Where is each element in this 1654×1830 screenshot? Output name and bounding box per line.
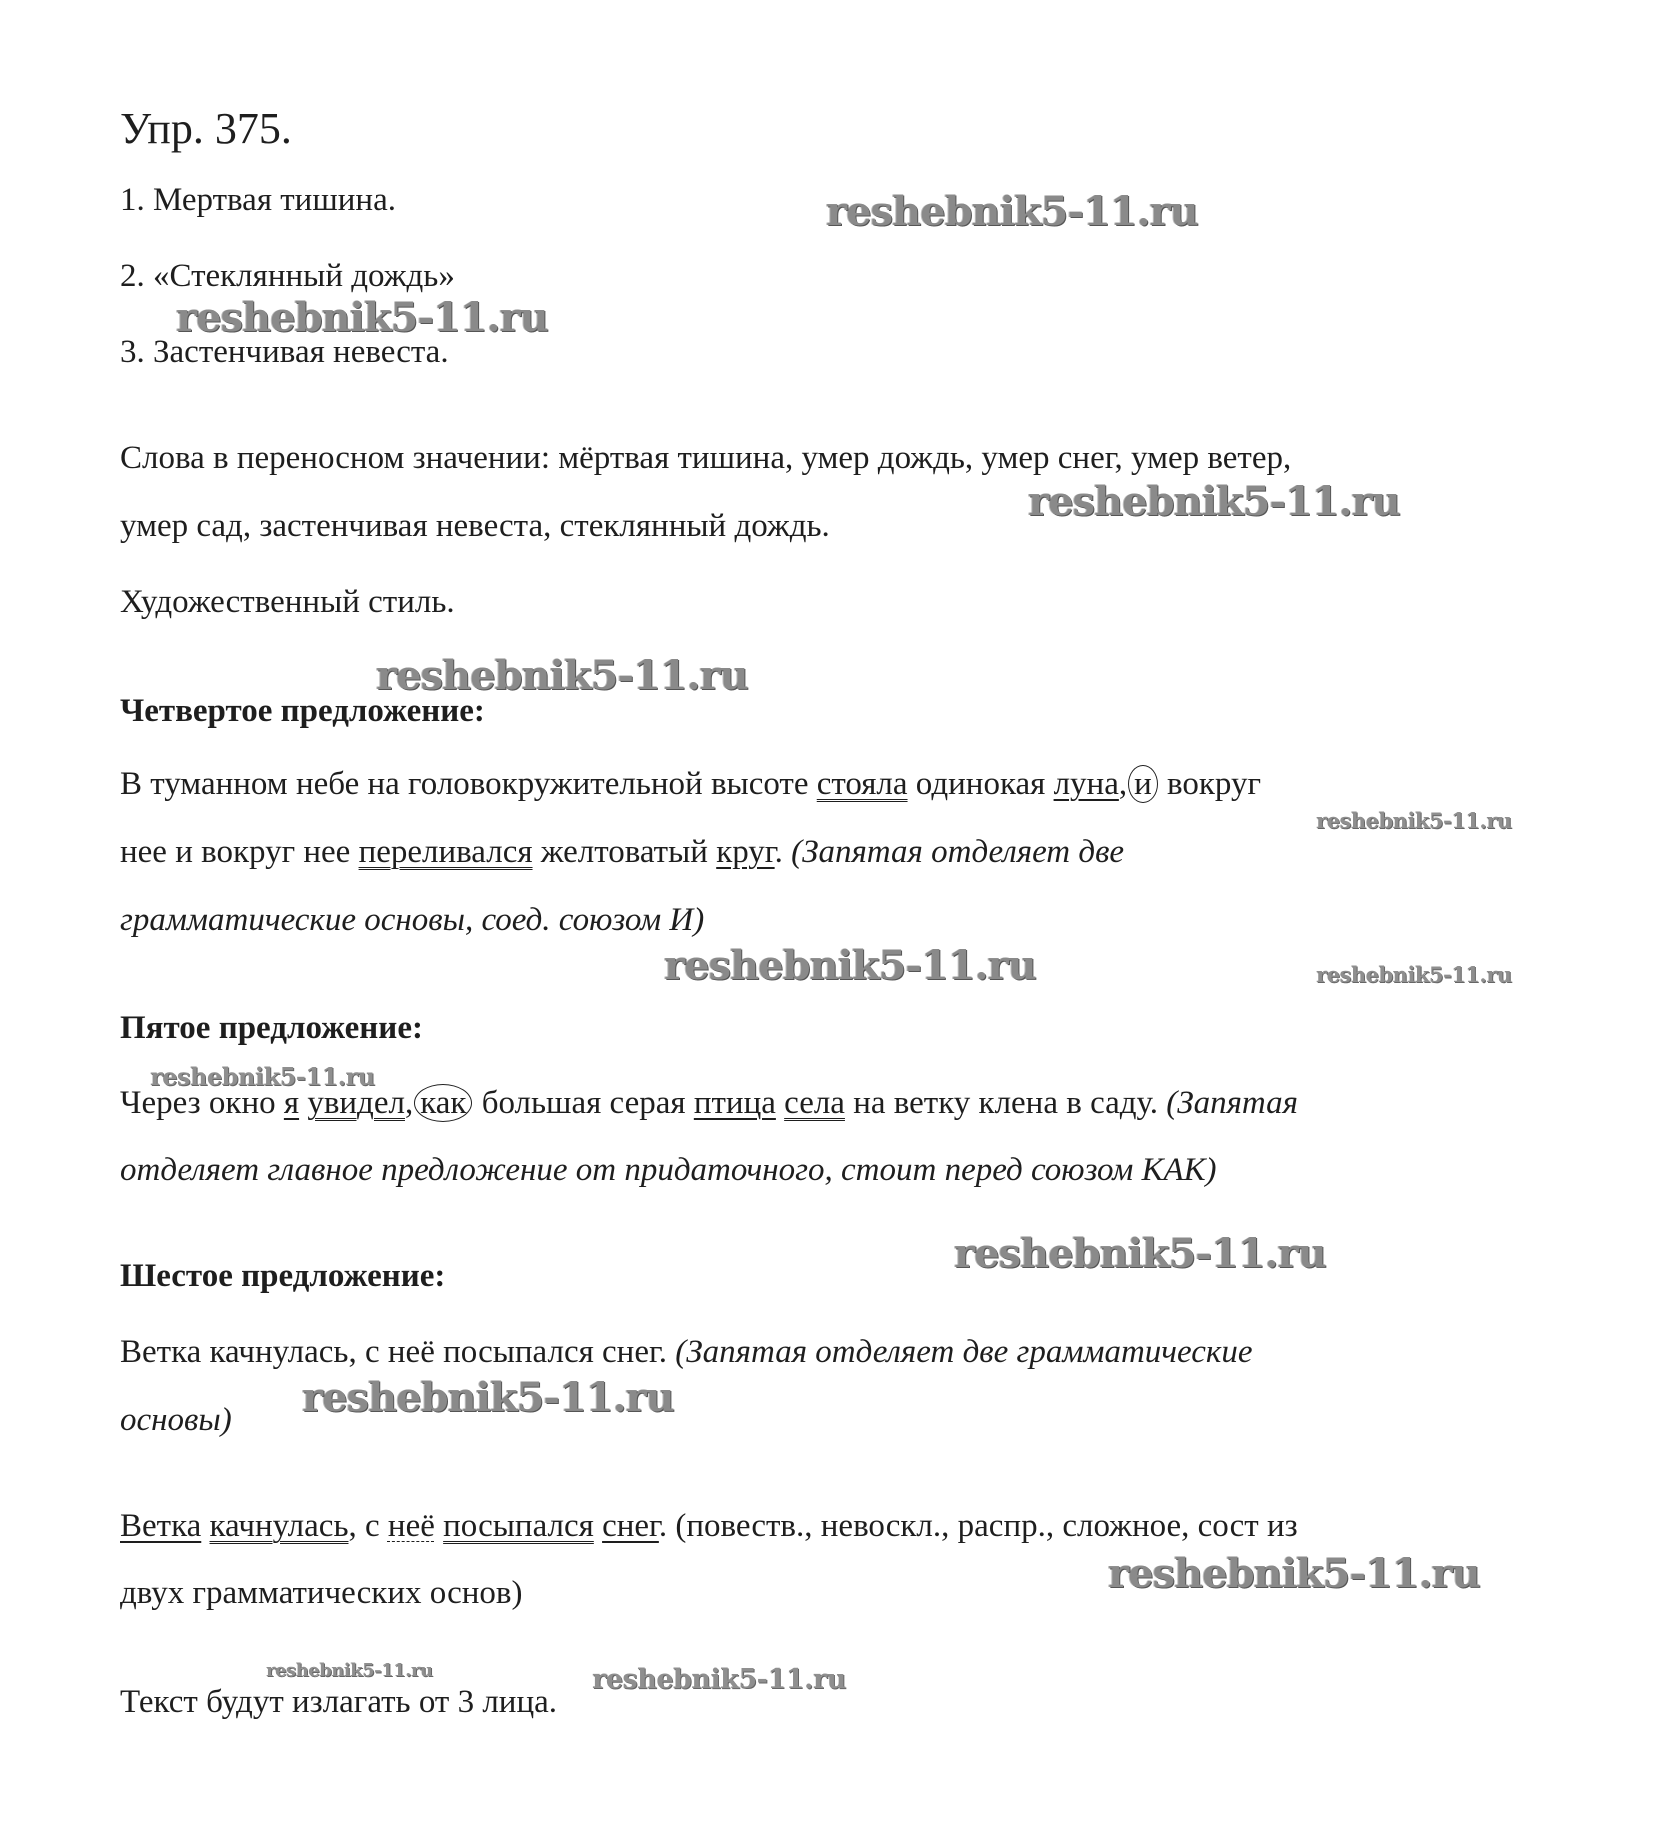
list-item-1: 1. Мертвая тишина. [120, 182, 396, 218]
watermark: reshebnik5-11.ru [1316, 962, 1512, 987]
s6-line-1 [120, 1332, 1253, 1372]
figurative-line-2: умер сад, застенчивая невеста, стеклянный дождь. [120, 508, 830, 544]
s5-predicate-2: села [784, 1085, 845, 1121]
figurative-line-1: Слова в переносном значении: мёртвая тишина, умер дождь, умер снег, умер ветер, [120, 440, 1292, 476]
s5-subject-2: птица [693, 1085, 776, 1121]
s4-text: . [774, 834, 792, 870]
watermark: reshebnik5-11.ru [1028, 478, 1400, 525]
s4-conjunction-circled: и [1128, 765, 1158, 803]
s4-predicate-2: переливался [358, 834, 533, 870]
s4-subject-1: луна [1053, 766, 1119, 802]
list-item-3: 3. Застенчивая невеста. [120, 334, 449, 370]
analysis-line-2: двух грамматических основ) [120, 1575, 523, 1611]
s5-text: большая серая [473, 1085, 694, 1121]
style-line: Художественный стиль. [120, 584, 455, 620]
s4-note-line-3: грамматические основы, соед. союзом И) [120, 902, 705, 938]
s4-predicate-1: стояла [816, 766, 908, 802]
analysis-predicate-1: качнулась [209, 1508, 349, 1544]
s4-text: вокруг [1158, 766, 1262, 802]
s5-predicate-1: увидел [307, 1085, 405, 1121]
s6-heading: Шестое предложение: [120, 1258, 446, 1294]
list-item-2: 2. «Стеклянный дождь» [120, 258, 455, 294]
s6-note: (Запятая отделяет две грамматические [675, 1334, 1253, 1370]
watermark: reshebnik5-11.ru [1316, 808, 1512, 833]
s4-text: одинокая [907, 766, 1054, 802]
watermark: reshebnik5-11.ru [826, 188, 1198, 235]
watermark: reshebnik5-11.ru [176, 294, 548, 341]
watermark: reshebnik5-11.ru [954, 1230, 1326, 1277]
s5-note-line-2: отделяет главное предложение от придаточного, стоит перед союзом КАК) [120, 1152, 1217, 1188]
s5-heading: Пятое предложение: [120, 1010, 423, 1046]
watermark: reshebnik5-11.ru [664, 942, 1036, 989]
analysis-text: , с [348, 1508, 388, 1544]
s5-text: Через окно [120, 1085, 284, 1121]
analysis-line-1 [120, 1506, 1298, 1546]
s6-text: Ветка качнулась, с неё посыпался снег. [120, 1334, 676, 1370]
s4-line-2 [120, 832, 1124, 872]
s5-subject-1: я [283, 1085, 300, 1121]
analysis-space [435, 1508, 443, 1544]
watermark: reshebnik5-11.ru [1108, 1550, 1480, 1597]
s4-text: нее и вокруг нее [120, 834, 359, 870]
final-line: Текст будут излагать от 3 лица. [120, 1684, 558, 1720]
analysis-subject-2: снег [602, 1508, 659, 1544]
s5-comma: , [404, 1085, 414, 1121]
exercise-title: Упр. 375. [120, 104, 292, 153]
watermark: reshebnik5-11.ru [376, 652, 748, 699]
analysis-object: неё [387, 1508, 435, 1544]
s4-text: В туманном небе на головокружительной высоте [120, 766, 817, 802]
s5-conjunction-circled: как [414, 1084, 472, 1122]
s5-space [776, 1085, 784, 1121]
s6-note-line-2: основы) [120, 1402, 232, 1438]
s4-comma: , [1118, 766, 1128, 802]
s4-note: (Запятая отделяет две [791, 834, 1125, 870]
s5-note: (Запятая [1166, 1085, 1299, 1121]
watermark: reshebnik5-11.ru [266, 1660, 433, 1681]
s4-heading: Четвертое предложение: [120, 693, 485, 729]
watermark: reshebnik5-11.ru [592, 1664, 846, 1695]
analysis-text: . (повеств., невоскл., распр., сложное, сост из [658, 1508, 1298, 1544]
watermark: reshebnik5-11.ru [150, 1062, 375, 1091]
analysis-space [201, 1508, 209, 1544]
analysis-predicate-2: посыпался [443, 1508, 594, 1544]
s5-text: на ветку клена в саду. [844, 1085, 1167, 1121]
s4-text: желтоватый [532, 834, 717, 870]
analysis-subject-1: Ветка [120, 1508, 202, 1544]
s4-subject-2: круг [716, 834, 775, 870]
s4-line-1 [120, 764, 1261, 804]
analysis-space [594, 1508, 602, 1544]
watermark: reshebnik5-11.ru [302, 1374, 674, 1421]
